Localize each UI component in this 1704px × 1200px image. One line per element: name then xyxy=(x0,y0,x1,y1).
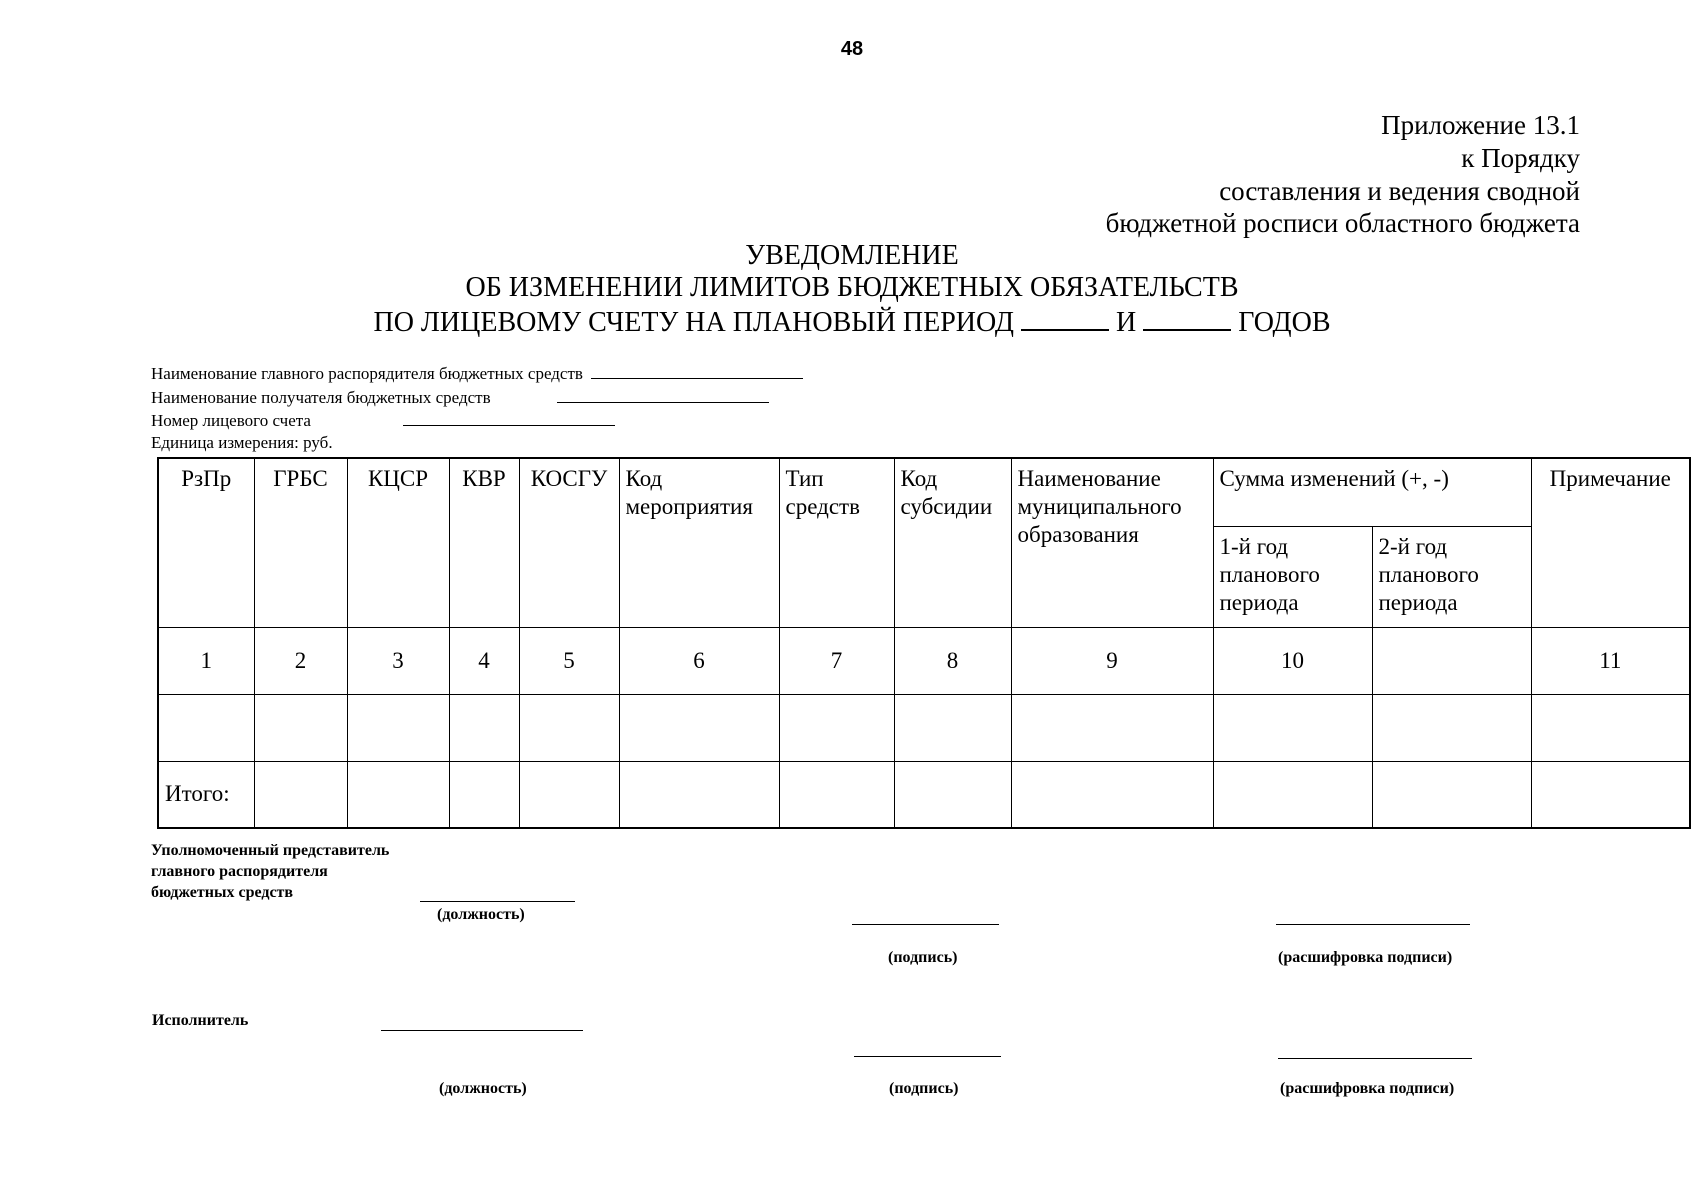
header-year1: 1-й год планового периода xyxy=(1213,526,1372,627)
data-cell[interactable] xyxy=(449,694,519,761)
rep-decoding-label: (расшифровка подписи) xyxy=(1278,949,1453,966)
limits-table xyxy=(157,457,1691,829)
appendix-line-2: к Порядку xyxy=(1461,143,1580,173)
data-cell[interactable] xyxy=(158,694,254,761)
header-note: Примечание xyxy=(1531,458,1690,627)
total-cell[interactable] xyxy=(449,761,519,828)
total-cell[interactable] xyxy=(1213,761,1372,828)
executor-label: Исполнитель xyxy=(152,1012,249,1029)
header-year2: 2-й год планового периода xyxy=(1372,526,1531,627)
total-cell[interactable] xyxy=(1372,761,1531,828)
header-funds-type: Тип средств xyxy=(779,458,894,627)
total-row xyxy=(158,761,1690,828)
title-line-1: УВЕДОМЛЕНИЕ xyxy=(745,240,959,271)
column-number: 2 xyxy=(254,627,347,694)
rep-position-label: (должность) xyxy=(437,906,525,923)
column-number: 11 xyxy=(1531,627,1690,694)
column-number: 7 xyxy=(779,627,894,694)
authorized-rep-line-2: главного распорядителя xyxy=(151,863,328,880)
page-number: 48 xyxy=(840,38,864,60)
header-subsidy-code: Код субсидии xyxy=(894,458,1011,627)
data-cell[interactable] xyxy=(1011,694,1213,761)
main-manager-label: Наименование главного распорядителя бюджетных средств xyxy=(151,364,583,383)
executor-decoding-field[interactable] xyxy=(1278,1058,1472,1059)
data-cell[interactable] xyxy=(1372,694,1531,761)
authorized-rep-line-3: бюджетных средств xyxy=(151,884,294,901)
column-number: 3 xyxy=(347,627,449,694)
header-grbs: ГРБС xyxy=(254,458,347,627)
main-manager-field[interactable] xyxy=(591,363,803,379)
rep-signature-field[interactable] xyxy=(852,924,999,925)
executor-signature-field[interactable] xyxy=(854,1056,1001,1057)
total-cell[interactable] xyxy=(254,761,347,828)
account-number-field[interactable] xyxy=(403,410,615,426)
appendix-line-3: составления и ведения сводной xyxy=(1219,176,1580,206)
executor-signature-label: (подпись) xyxy=(889,1080,959,1097)
total-cell[interactable] xyxy=(894,761,1011,828)
header-kosgu: КОСГУ xyxy=(519,458,619,627)
data-cell[interactable] xyxy=(779,694,894,761)
data-cell[interactable] xyxy=(347,694,449,761)
data-cell[interactable] xyxy=(894,694,1011,761)
column-number: 8 xyxy=(894,627,1011,694)
executor-position-field[interactable] xyxy=(381,1030,583,1031)
account-number-label: Номер лицевого счета xyxy=(151,411,311,430)
header-kcsr: КЦСР xyxy=(347,458,449,627)
unit-label: Единица измерения: руб. xyxy=(151,433,333,452)
account-number-row xyxy=(151,410,615,431)
data-cell[interactable] xyxy=(1213,694,1372,761)
title-line-3-and: И xyxy=(1115,307,1137,338)
column-numbers-row xyxy=(158,627,1690,694)
column-number: 9 xyxy=(1011,627,1213,694)
column-number: 1 xyxy=(158,627,254,694)
total-cell[interactable] xyxy=(1011,761,1213,828)
recipient-label: Наименование получателя бюджетных средств xyxy=(151,388,491,407)
header-municipality: Наименование муниципального образования xyxy=(1011,458,1213,627)
appendix-line-1: Приложение 13.1 xyxy=(1381,110,1580,140)
column-number xyxy=(1372,627,1531,694)
main-manager-row xyxy=(151,363,803,384)
rep-decoding-field[interactable] xyxy=(1276,924,1470,925)
total-cell[interactable] xyxy=(619,761,779,828)
total-cell[interactable] xyxy=(519,761,619,828)
recipient-row xyxy=(151,387,769,408)
header-event-code: Код мероприятия xyxy=(619,458,779,627)
executor-position-label: (должность) xyxy=(439,1080,527,1097)
authorized-rep-line-1: Уполномоченный представитель xyxy=(151,842,390,859)
title-line-3 xyxy=(0,305,1704,339)
data-cell[interactable] xyxy=(254,694,347,761)
total-cell[interactable] xyxy=(347,761,449,828)
title-line-2: ОБ ИЗМЕНЕНИИ ЛИМИТОВ БЮДЖЕТНЫХ ОБЯЗАТЕЛЬСТВ xyxy=(465,272,1239,303)
data-cell[interactable] xyxy=(519,694,619,761)
recipient-field[interactable] xyxy=(557,387,769,403)
column-number: 4 xyxy=(449,627,519,694)
title-line-3-suffix: ГОДОВ xyxy=(1238,307,1331,338)
rep-position-field[interactable] xyxy=(420,901,575,902)
header-row-1 xyxy=(158,458,1690,526)
header-kvr: КВР xyxy=(449,458,519,627)
title-line-3-prefix: ПО ЛИЦЕВОМУ СЧЕТУ НА ПЛАНОВЫЙ ПЕРИОД xyxy=(373,307,1014,338)
data-cell[interactable] xyxy=(619,694,779,761)
rep-signature-label: (подпись) xyxy=(888,949,958,966)
data-row xyxy=(158,694,1690,761)
total-cell[interactable] xyxy=(779,761,894,828)
header-sum-changes: Сумма изменений (+, -) xyxy=(1213,458,1531,526)
data-cell[interactable] xyxy=(1531,694,1690,761)
executor-decoding-label: (расшифровка подписи) xyxy=(1280,1080,1455,1097)
column-number: 5 xyxy=(519,627,619,694)
total-cell[interactable] xyxy=(1531,761,1690,828)
appendix-line-4: бюджетной росписи областного бюджета xyxy=(1105,208,1580,238)
header-rzpr: РзПр xyxy=(158,458,254,627)
column-number: 10 xyxy=(1213,627,1372,694)
year2-blank[interactable] xyxy=(1143,305,1231,331)
column-number: 6 xyxy=(619,627,779,694)
year1-blank[interactable] xyxy=(1021,305,1109,331)
total-label: Итого: xyxy=(158,761,254,828)
